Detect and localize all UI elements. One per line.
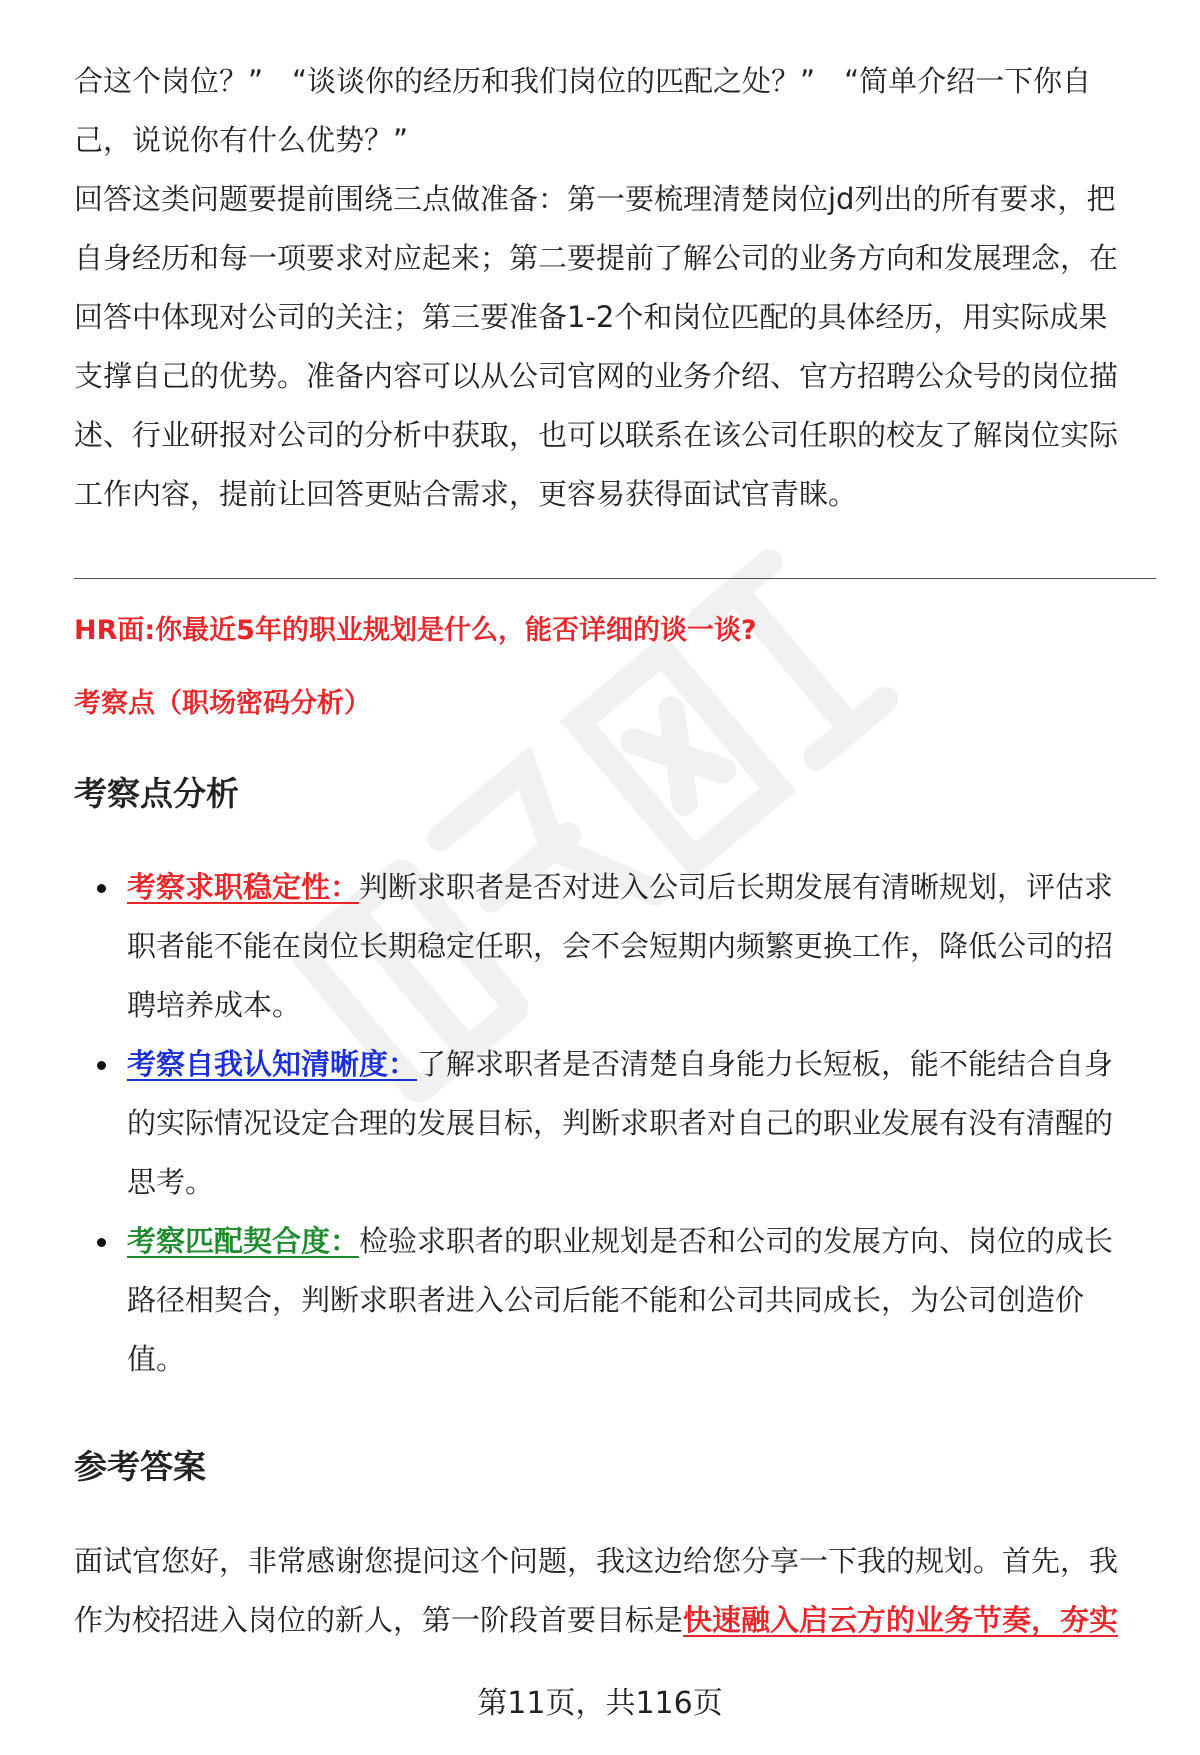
text-line: 回答这类问题要提前围绕三点做准备：第一要梳理清楚岗位jd列出的所有要求，把 — [74, 182, 1116, 216]
point-text: 判断求职者是否对进入公司后长期发展有清晰规划，评估求 — [359, 870, 1114, 904]
answer-paragraph — [74, 1532, 1144, 1650]
answer-heading: 参考答案 — [74, 1447, 206, 1486]
point-keyword: 考察自我认知清晰度： — [127, 1047, 418, 1081]
point-text: 的实际情况设定合理的发展目标，判断求职者对自己的职业发展有没有清醒的 — [127, 1106, 1114, 1140]
point-text: 了解求职者是否清楚自身能力长短板，能不能结合自身 — [417, 1047, 1114, 1081]
point-text: 职者能不能在岗位长期稳定任职，会不会短期内频繁更换工作，降低公司的招 — [127, 929, 1114, 963]
text-line: 自身经历和每一项要求对应起来；第二要提前了解公司的业务方向和发展理念，在 — [74, 241, 1119, 275]
text-line: 合这个岗位？” “谈谈你的经历和我们岗位的匹配之处？” “简单介绍一下你自 — [74, 64, 1092, 98]
point-keyword: 考察匹配契合度： — [127, 1224, 360, 1258]
point-text: 路径相契合，判断求职者进入公司后能不能和公司共同成长，为公司创造价 — [127, 1283, 1085, 1317]
text-line: 支撑自己的优势。准备内容可以从公司官网的业务介绍、官方招聘公众号的岗位描 — [74, 359, 1119, 393]
bullet-icon — [97, 884, 106, 893]
point-text: 值。 — [127, 1342, 186, 1376]
point-text: 思考。 — [127, 1165, 215, 1199]
text-line: 述、行业研报对公司的分析中获取，也可以联系在该公司任职的校友了解岗位实际 — [74, 418, 1119, 452]
text-line: 面试官您好，非常感谢您提问这个问题，我这边给您分享一下我的规划。首先，我 — [74, 1544, 1119, 1578]
text-line — [74, 1591, 1144, 1650]
text-line: 己，说说你有什么优势？” — [74, 123, 409, 157]
analysis-list — [74, 858, 1154, 1389]
bullet-icon — [97, 1238, 106, 1247]
page-number-footer: 第11页，共116页 — [477, 1686, 723, 1721]
intro-paragraph — [74, 52, 1144, 524]
analysis-heading: 考察点分析 — [74, 774, 239, 813]
analysis-list-item — [74, 858, 1154, 1035]
point-text: 检验求职者的职业规划是否和公司的发展方向、岗位的成长 — [359, 1224, 1114, 1258]
answer-text: 作为校招进入岗位的新人，第一阶段首要目标是 — [74, 1603, 684, 1637]
inspection-point-label: 考察点（职场密码分析） — [74, 688, 371, 719]
bullet-icon — [97, 1061, 106, 1070]
point-text: 聘培养成本。 — [127, 988, 302, 1022]
text-line: 回答中体现对公司的关注；第三要准备1-2个和岗位匹配的具体经历，用实际成果 — [74, 300, 1108, 334]
point-keyword: 考察求职稳定性： — [127, 870, 360, 904]
analysis-list-item — [74, 1035, 1154, 1212]
answer-highlight: 快速融入启云方的业务节奏，夯实 — [683, 1603, 1119, 1637]
text-line: 工作内容，提前让回答更贴合需求，更容易获得面试官青睐。 — [74, 477, 858, 511]
analysis-list-item — [74, 1212, 1154, 1389]
hr-question-heading: HR面:你最近5年的职业规划是什么，能否详细的谈一谈? — [74, 615, 757, 646]
section-divider — [74, 578, 1156, 579]
